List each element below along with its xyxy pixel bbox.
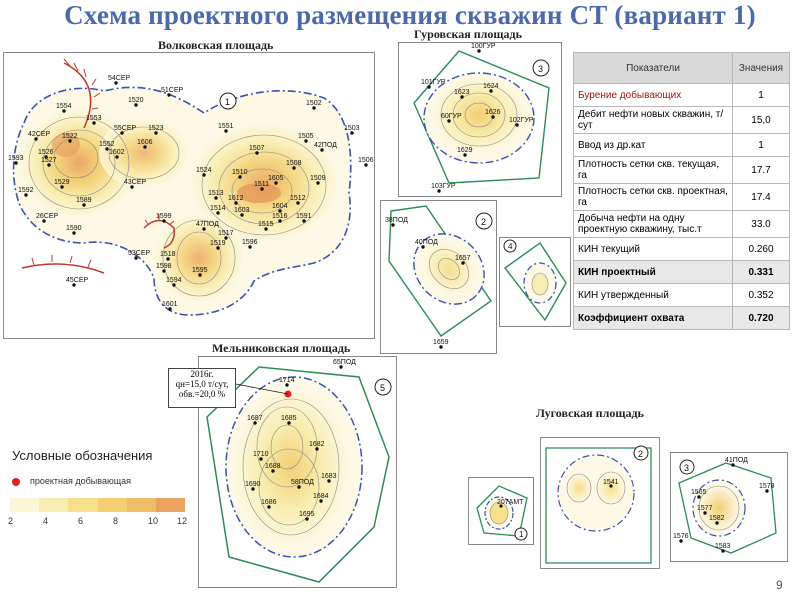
row-value: 0.720 (733, 307, 790, 330)
table-row (574, 307, 790, 330)
well-label: 1515 (258, 221, 274, 228)
well-label: 100ГУР (471, 43, 496, 50)
row-value: 0.331 (733, 261, 790, 284)
page-number: 9 (776, 578, 783, 592)
well-label: 53СЕР (128, 250, 151, 257)
table-row (574, 261, 790, 284)
well-label: 1612 (228, 195, 244, 202)
well-label: 1683 (321, 473, 337, 480)
well-label: 1592 (18, 187, 34, 194)
well-label: 1606 (137, 139, 153, 146)
well-label: 45СЕР (66, 277, 89, 284)
table-row (574, 84, 790, 107)
well-label: 1682 (309, 441, 325, 448)
well-label: 38ПОД (385, 217, 408, 224)
well-label: 1507 (249, 145, 265, 152)
well-label: 1524 (196, 167, 212, 174)
well-label: 1510 (232, 169, 248, 176)
well-label: 1605 (268, 175, 284, 182)
row-value: 15,0 (733, 107, 790, 134)
well-label: 1593 (8, 155, 24, 162)
row-name: Плотность сетки скв. проектная, га (574, 184, 733, 211)
table-row (574, 157, 790, 184)
well-label: 1508 (286, 160, 302, 167)
row-name: Дебит нефти новых скважин, т/сут (574, 107, 733, 134)
legend-tick-label: 12 (177, 516, 188, 526)
well-label: 1710 (253, 451, 269, 458)
row-value: 1 (733, 134, 790, 157)
well-label: 1529 (54, 179, 70, 186)
well-label: 60ГУР (441, 113, 462, 120)
table-row (574, 211, 790, 238)
map-lugovskaya-3[interactable] (670, 452, 788, 562)
legend-tick-label: 6 (78, 516, 84, 526)
map-block-4[interactable] (499, 237, 571, 327)
indicators-header-name: Показатели (574, 53, 733, 84)
well-label: 1516 (272, 213, 288, 220)
well-label: 26СЕР (36, 213, 59, 220)
well-label: 1578 (759, 483, 775, 490)
block-number-meln: 5 (380, 383, 386, 393)
map-lugovskaya-1[interactable] (468, 477, 534, 545)
well-label: 1684 (313, 493, 329, 500)
well-label: 1590 (66, 225, 82, 232)
well-label: 1518 (160, 251, 176, 258)
well-label: 1565 (691, 489, 707, 496)
well-label: 1519 (210, 240, 226, 247)
well-label: 54СЕР (108, 75, 131, 82)
legend-color-swatch (156, 498, 185, 512)
well-label: 1522 (62, 133, 78, 140)
map-lugovskaya-2[interactable] (540, 437, 660, 569)
legend-color-swatch (68, 498, 97, 512)
well-label: 1603 (234, 207, 250, 214)
area-title-gurovskaya: Гуровская площадь (414, 27, 522, 41)
well-label: 1551 (218, 123, 234, 130)
table-row (574, 238, 790, 261)
well-label: 1505 (298, 133, 314, 140)
well-label: 55СЕР (114, 125, 137, 132)
well-label: 1659 (433, 339, 449, 346)
well-label: 207АМТ (497, 499, 524, 506)
well-label: 1594 (166, 277, 182, 284)
well-label: 103ГУР (431, 183, 456, 190)
indicators-table (573, 52, 790, 330)
well-label: 1509 (310, 175, 326, 182)
well-label: 1690 (245, 481, 261, 488)
legend-tick-label: 8 (113, 516, 119, 526)
well-label: 65ПОД (333, 359, 356, 366)
legend-color-swatch (10, 498, 39, 512)
well-label: 1687 (247, 415, 263, 422)
row-value: 1 (733, 84, 790, 107)
row-value: 17.4 (733, 184, 790, 211)
block-number-lug1: 1 (519, 530, 524, 539)
well-label: 51СЕР (161, 87, 184, 94)
well-label: 1604 (272, 203, 288, 210)
well-label: 1601 (162, 301, 178, 308)
well-label: 102ГУР (509, 117, 534, 124)
well-label: 101ГУР (421, 79, 446, 86)
well-label: 1598 (156, 263, 172, 270)
callout-rate: qн=15,0 т/сут, (175, 379, 229, 389)
well-label: 1602 (109, 149, 125, 156)
row-name: Коэффициент охвата (574, 307, 733, 330)
well-label: 1527 (41, 157, 57, 164)
row-value: 17.7 (733, 157, 790, 184)
legend-scale-ticks (8, 516, 188, 528)
well-label: 1583 (715, 543, 731, 550)
fault-line (22, 264, 104, 273)
row-name: КИН утвержденный (574, 284, 733, 307)
well-label: 43СЕР (124, 179, 147, 186)
well-label: 40ПОД (415, 239, 438, 246)
well-label: 1541 (603, 479, 619, 486)
row-value: 0.352 (733, 284, 790, 307)
block-number-volk: 1 (225, 97, 231, 107)
well-label: 1502 (306, 100, 322, 107)
well-label: 1695 (299, 511, 315, 518)
well-label: 1554 (56, 103, 72, 110)
legend-title: Условные обозначения (12, 448, 153, 463)
block-number-lug3: 3 (684, 463, 690, 473)
block-number-map2: 2 (481, 217, 487, 227)
well-label: 1503 (344, 125, 360, 132)
well-label: 1520 (128, 97, 144, 104)
row-value: 33.0 (733, 211, 790, 238)
well-label: 1596 (242, 239, 258, 246)
project-well-callout (168, 368, 236, 408)
well-label: 1517 (218, 230, 234, 237)
well-label: 1714 (279, 377, 295, 384)
callout-watercut: обв.=20,0 % (178, 389, 226, 399)
row-name: Бурение добывающих (574, 84, 733, 107)
well-label: 1686 (261, 499, 277, 506)
well-label: 1589 (76, 197, 92, 204)
row-name: Добыча нефти на одну проектную скважину, тыс.т (574, 211, 733, 238)
well-label: 42ПОД (314, 142, 337, 149)
area-title-lugovskaya: Луговская площадь (536, 406, 644, 420)
legend-tick-label: 4 (43, 516, 49, 526)
table-row (574, 184, 790, 211)
well-label: 42СЕР (28, 131, 51, 138)
well-label: 1513 (208, 190, 224, 197)
well-label: 1582 (709, 515, 725, 522)
block-number-gur: 3 (538, 64, 544, 74)
well-label: 41ПОД (725, 457, 748, 464)
well-label: 58ПОД (291, 479, 314, 486)
well-label: 1591 (296, 213, 312, 220)
legend-color-swatch (98, 498, 127, 512)
well-label: 47ПОД (196, 221, 219, 228)
block-number-map4: 4 (508, 242, 513, 251)
legend-color-scale (10, 498, 185, 512)
well-label: 1623 (454, 89, 470, 96)
well-label: 1512 (290, 195, 306, 202)
well-label: 1626 (485, 109, 501, 116)
well-label: 1577 (697, 505, 713, 512)
project-well-legend-icon (12, 478, 20, 486)
legend-tick-label: 10 (148, 516, 159, 526)
well-label: 1552 (99, 141, 115, 148)
row-name: Плотность сетки скв. текущая, га (574, 157, 733, 184)
map-volkovskaya[interactable] (3, 52, 375, 339)
legend-tick-label: 2 (8, 516, 14, 526)
callout-year: 2016г. (190, 369, 214, 379)
well-label: 1595 (192, 267, 208, 274)
area-title-volkovskaya: Волковская площадь (158, 38, 274, 52)
area-title-melnikovskaya: Мельниковская площадь (212, 341, 351, 355)
well-label: 1514 (210, 205, 226, 212)
row-value: 0.260 (733, 238, 790, 261)
well-label: 1576 (673, 533, 689, 540)
well-label: 1688 (265, 463, 281, 470)
row-name: Ввод из др.кат (574, 134, 733, 157)
legend-color-swatch (127, 498, 156, 512)
well-label: 1657 (455, 255, 471, 262)
row-name: КИН проектный (574, 261, 733, 284)
well-label: 1511 (254, 181, 270, 188)
row-name: КИН текущий (574, 238, 733, 261)
well-label: 1506 (358, 157, 374, 164)
well-label: 1685 (281, 415, 297, 422)
table-row (574, 284, 790, 307)
well-label: 1599 (156, 213, 172, 220)
well-label: 1523 (148, 125, 164, 132)
indicators-header-value: Значения (733, 53, 790, 84)
well-label: 1629 (457, 147, 473, 154)
well-label: 1526 (38, 149, 54, 156)
legend-color-swatch (39, 498, 68, 512)
page-title: Схема проектного размещения скважин СТ (вариант 1) (64, 0, 756, 30)
legend-project-well-label: проектная добывающая (30, 476, 131, 486)
map-block-2[interactable] (380, 200, 497, 354)
block-number-lug2: 2 (638, 449, 644, 459)
well-label: 1553 (86, 115, 102, 122)
table-row (574, 107, 790, 134)
table-row (574, 134, 790, 157)
well-label: 1624 (483, 83, 499, 90)
map-gurovskaya[interactable] (398, 42, 562, 197)
